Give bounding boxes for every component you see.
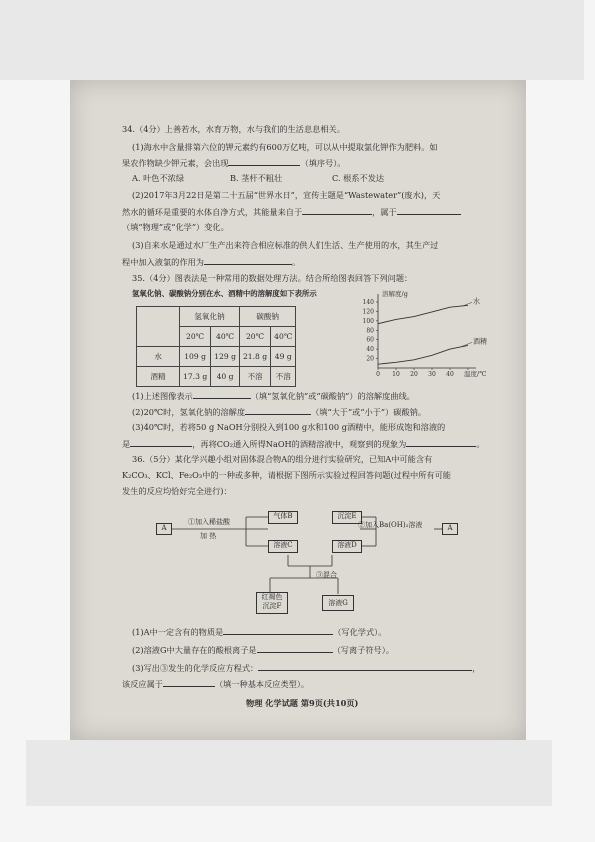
table-cell: 109 g — [180, 347, 211, 367]
chart-series — [378, 296, 487, 364]
page-footer: 物理 化学试题 第9页(共10页) — [246, 698, 359, 708]
q35-part1-text: (1)上述图像表示 — [132, 391, 193, 401]
answer-blank[interactable] — [163, 678, 215, 687]
table-cell: 不溶 — [239, 367, 270, 387]
answer-blank[interactable] — [245, 406, 311, 415]
row-label: 水 — [137, 347, 180, 367]
table-row — [137, 347, 296, 367]
q34-part1-suffix: （填序号）。 — [300, 158, 346, 168]
x-axis-label: 温度/℃ — [464, 370, 487, 378]
q35-part3-line2 — [122, 438, 485, 449]
q35-part1-suffix: （填“氢氧化钠”或“碳酸钠”）的溶解度曲线。 — [250, 391, 415, 401]
y-tick-label: 20 — [366, 355, 374, 363]
q36-part3-line1 — [132, 662, 480, 673]
flow-node-f-line2: 沉淀F — [262, 602, 282, 610]
answer-blank[interactable] — [228, 157, 300, 166]
series-line-1 — [378, 345, 468, 364]
answer-blank[interactable] — [223, 626, 333, 635]
table-cell: 21.8 g — [239, 347, 270, 367]
flow-node-precipitate-e: 沉淀E — [332, 511, 362, 524]
flow-node-precipitate-f — [256, 592, 288, 614]
flow-node-solution-d: 溶液D — [332, 540, 362, 553]
answer-blank[interactable] — [302, 206, 372, 215]
q35-table-title: 氢氧化钠、碳酸钠分别在水、酒精中的溶解度如下表所示 — [132, 289, 317, 298]
flowchart-connectors — [70, 500, 526, 620]
q34-option-b: B. 茎杆不粗壮 — [230, 173, 283, 183]
q36-part2 — [132, 644, 394, 655]
q34-part1-line1: (1)海水中含量排第六位的钾元素约有600万亿吨，可以从中提取氯化钾作为肥料。如 — [132, 142, 438, 152]
table-row — [137, 367, 296, 387]
flow-node-f-line1: 红褐色 — [261, 593, 283, 601]
q36-part1-text: (1)A中一定含有的物质是 — [132, 627, 224, 637]
row-label: 酒精 — [137, 367, 180, 387]
flow-step2-label: ②加入Ba(OH)₂溶液 — [358, 521, 423, 529]
flow-node-a-right: A — [442, 523, 458, 535]
q35-part1 — [132, 390, 415, 401]
table-cell: 不溶 — [271, 367, 296, 387]
q35-part2-suffix: （填“大于”或“小于”）碳酸钠。 — [311, 407, 427, 417]
flow-node-solution-g: 溶液G — [322, 595, 354, 611]
flow-node-solution-c: 溶液C — [268, 540, 298, 553]
flow-step1-label: ①加入稀盐酸 — [188, 518, 230, 526]
q36-heading-line1: 36.（5分）某化学兴趣小组对固体混合物A的组分进行实验研究，已知A中可能含有 — [132, 454, 433, 464]
q34-part2-mid: ，属于 — [372, 207, 397, 217]
series-label: 水 — [473, 297, 480, 306]
q36-heading-line2: K₂CO₃、KCl、Fe₂O₃中的一种或多种，请根据下图所示实验过程回答问题(过程中所有可能 — [122, 470, 451, 480]
flow-node-gas-b: 气体B — [268, 511, 298, 524]
q36-part3-type-text: 该反应属于 — [122, 679, 163, 689]
table-cell: 49 g — [271, 347, 296, 367]
y-axis-label: 溶解度/g — [382, 290, 408, 298]
q34-part3-line1: (3)自来水是通过水厂生产出来符合相应标准的供人们生活、生产使用的水，其生产过 — [132, 240, 439, 250]
temp-header: 40℃ — [271, 327, 296, 347]
flow-step3-label: ③混合 — [316, 571, 337, 579]
table-cell: 129 g — [211, 347, 240, 367]
q34-heading: 34.（4分）上善若水，水育万物，水与我们的生活息息相关。 — [122, 124, 345, 134]
temp-header: 20℃ — [180, 327, 211, 347]
q35-part2 — [132, 406, 426, 417]
solubility-chart — [356, 292, 506, 382]
answer-blank[interactable] — [406, 438, 476, 447]
series-line-0 — [378, 305, 468, 323]
q34-part3-line2: 程中加入液氯的作用为 。 — [122, 257, 301, 267]
col-group-naoh: 氢氧化钠 — [180, 307, 240, 327]
q34-part2-line3: （填“物理”或“化学”）变化。 — [122, 222, 229, 232]
y-tick-label: 120 — [362, 308, 374, 316]
x-tick-label: 40 — [446, 371, 454, 378]
chart-axes — [363, 289, 487, 378]
answer-blank[interactable] — [193, 390, 251, 399]
q35-heading: 35.（4分）图表法是一种常用的数据处理方法。结合所给图表回答下列问题： — [132, 273, 413, 283]
q35-part3-mid: ，再将CO₂通入所得NaOH的酒精溶液中，观察到的现象为 — [192, 439, 407, 449]
y-tick-label: 100 — [362, 317, 374, 325]
exam-page — [70, 80, 526, 740]
q36-part1-suffix: （写化学式）。 — [333, 627, 387, 637]
answer-blank[interactable] — [397, 206, 461, 215]
y-tick-label: 140 — [362, 299, 374, 306]
temp-header: 40℃ — [211, 327, 240, 347]
x-tick-label: 10 — [392, 371, 400, 378]
q34-option-a: A. 叶色不浓绿 — [132, 173, 185, 183]
answer-blank[interactable] — [204, 256, 292, 265]
q36-heading-line3: 发生的反应均恰好完全进行)： — [122, 486, 232, 496]
col-group-na2co3: 碳酸钠 — [239, 307, 295, 327]
q36-part2-suffix: （写离子符号）。 — [332, 645, 394, 655]
x-tick-label: 0 — [376, 371, 380, 378]
q36-part3-comma: ， — [472, 663, 481, 673]
q36-part2-text: (2)溶液G中大量存在的酸根离子是 — [132, 645, 257, 655]
y-tick-label: 60 — [366, 336, 374, 344]
y-tick-label: 80 — [366, 327, 374, 335]
temp-header: 20℃ — [239, 327, 270, 347]
top-margin-band — [0, 0, 584, 80]
answer-blank[interactable] — [130, 438, 192, 447]
q34-part1-text: 果农作物缺少钾元素，会出现 — [122, 158, 229, 168]
q34-part2-line2 — [122, 206, 461, 217]
q34-part3-text: 程中加入液氯的作用为 — [122, 257, 204, 267]
flow-node-a-left: A — [156, 523, 172, 535]
q34-part2-text: 然水的循环是重要的水体自净方式，其能量来自于 — [122, 207, 303, 217]
table-cell: 17.3 g — [180, 367, 211, 387]
table-corner — [137, 307, 180, 347]
q36-part3-type-suffix: （填一种基本反应类型）。 — [214, 679, 310, 689]
x-tick-label: 20 — [410, 371, 418, 378]
answer-blank[interactable] — [258, 662, 472, 671]
q34-option-c: C. 根系不发达 — [332, 173, 385, 183]
solubility-table — [136, 306, 296, 387]
table-cell: 40 g — [211, 367, 240, 387]
q34-part2-line1: (2)2017年3月22日是第二十五届“世界水日”，宣传主题是“Wastewater”(废水)，天 — [132, 190, 441, 200]
q35-part3-end: 。 — [476, 439, 485, 449]
y-tick-label: 40 — [366, 346, 374, 354]
q34-part1-line2 — [122, 157, 345, 168]
q36-part3-text: (3)写出③发生的化学反应方程式： — [132, 663, 259, 673]
q35-part3-text: 是 — [122, 439, 131, 449]
answer-blank[interactable] — [257, 644, 333, 653]
series-label: 酒精 — [473, 337, 487, 346]
flow-step1-sublabel: 加 热 — [200, 532, 217, 540]
q36-part3-line2 — [122, 678, 309, 689]
q36-part1 — [132, 626, 386, 637]
q35-part2-text: (2)20℃时，氢氧化钠的溶解度 — [132, 407, 246, 417]
bottom-margin-band — [26, 740, 552, 806]
x-tick-label: 30 — [428, 371, 436, 378]
q35-part3-line1: (3)40℃时，若将50 g NaOH分别投入到100 g水和100 g酒精中，能形成饱和溶液的 — [132, 422, 446, 432]
